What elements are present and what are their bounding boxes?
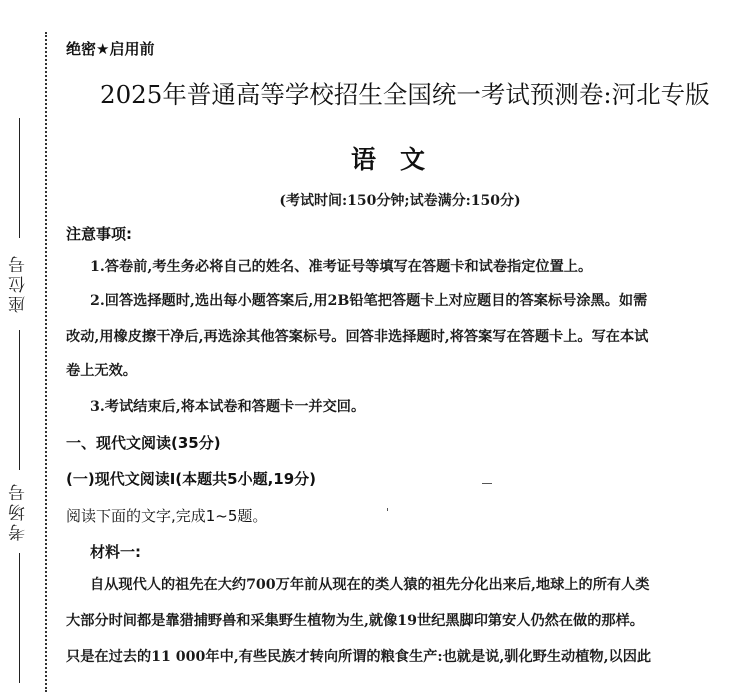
exam-title: 2025年普通高等学校招生全国统一考试预测卷:河北专版	[100, 80, 710, 109]
scan-artifact	[482, 483, 492, 484]
room-number-label: 考场号	[9, 481, 29, 541]
seat-number-blank-line-top	[19, 118, 20, 238]
passage-line-3: 只是在过去的11 000年中,有些民族才转向所谓的粮食生产:也就是说,驯化野生动植物,以因此	[66, 649, 652, 665]
binding-dotted-line	[45, 32, 47, 692]
exam-time-and-score: (考试时间:150分钟;试卷满分:150分)	[279, 193, 521, 209]
notice-heading: 注意事项:	[66, 225, 132, 243]
room-number-blank-line-bottom	[19, 553, 20, 683]
passage-line-2: 大部分时间都是靠猎捕野兽和采集野生植物为生,就像19世纪黑脚印第安人仍然在做的那样。	[66, 613, 644, 629]
confidential-marker: 绝密★启用前	[66, 40, 155, 58]
section-heading: 一、现代文阅读(35分)	[66, 434, 221, 452]
room-number-blank-line-top	[19, 400, 20, 470]
scan-artifact	[387, 508, 388, 511]
notice-item-2: 2.回答选择题时,选出每小题答案后,用2B铅笔把答题卡上对应题目的答案标号涂黑。如需	[90, 293, 648, 309]
seat-number-label: 座位号	[9, 253, 29, 313]
material-label: 材料一:	[90, 543, 141, 561]
notice-item-2-end: 卷上无效。	[66, 363, 137, 379]
reading-instruction: 阅读下面的文字,完成1~5题。	[66, 507, 268, 525]
notice-item-3: 3.考试结束后,将本试卷和答题卡一并交回。	[90, 399, 366, 415]
subject-title: 语文	[350, 145, 449, 174]
passage-line-1: 自从现代人的祖先在大约700万年前从现在的类人猿的祖先分化出来后,地球上的所有人类	[90, 577, 650, 593]
notice-item-1: 1.答卷前,考生务必将自己的姓名、准考证号等填写在答题卡和试卷指定位置上。	[90, 259, 593, 275]
subsection-heading: (一)现代文阅读Ⅰ(本题共5小题,19分)	[66, 470, 317, 488]
notice-item-2-cont: 改动,用橡皮擦干净后,再选涂其他答案标号。回答非选择题时,将答案写在答题卡上。写在本试	[66, 329, 649, 345]
